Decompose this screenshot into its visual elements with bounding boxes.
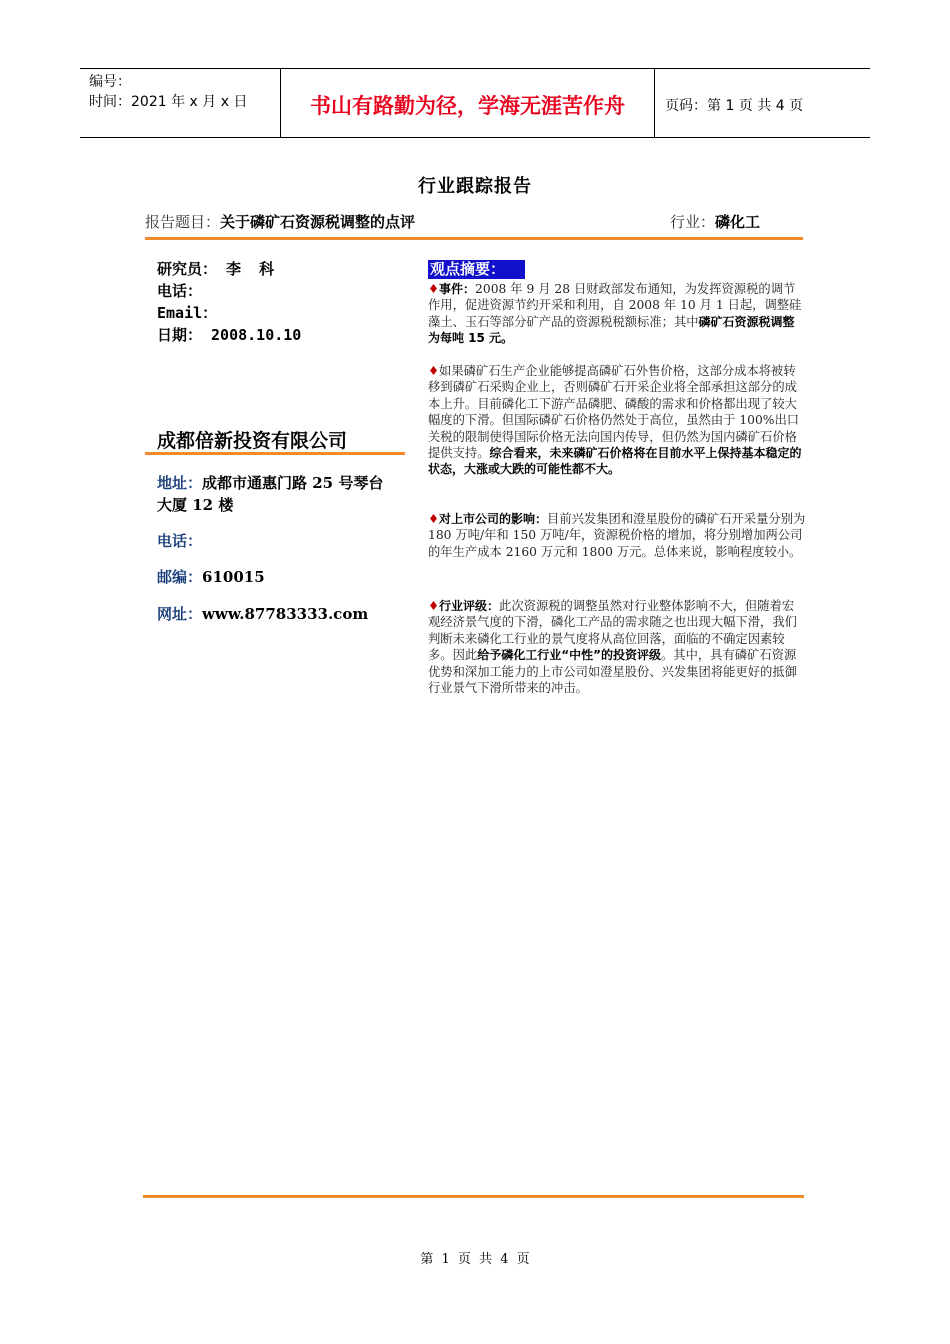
- bullet-icon: ♦: [428, 512, 440, 526]
- company-phone: [157, 530, 202, 551]
- topic-row: [145, 211, 803, 237]
- impact-text: 目前兴发集团和澄星股份的磷矿石开采量分别为 180 万吨/年和 150 万吨/年，资源税价格的增加，将分别增加两公司的年生产成本 2160 万元和 1800 万元。总体来说，影响程度较小。: [428, 512, 806, 559]
- researcher-block: [157, 258, 301, 346]
- header-table: [80, 68, 870, 138]
- researcher-name: 研究员： 李 科: [157, 260, 275, 278]
- industry: [670, 211, 760, 232]
- industry-value: 磷化工: [715, 213, 761, 231]
- code-label: 编号：: [89, 74, 131, 90]
- industry-label: 行业：: [670, 213, 716, 231]
- website-value[interactable]: www.87783333.com: [202, 605, 369, 623]
- report-date: 日期： 2008.10.10: [157, 326, 302, 344]
- summary-price-analysis: [428, 363, 806, 478]
- address-value: 成都市通惠门路 25 号琴台大厦 12 楼: [157, 474, 384, 514]
- topic-divider: [145, 237, 803, 240]
- summary-company-impact: [428, 511, 806, 560]
- summary-rating: [428, 598, 806, 696]
- company-address: [157, 472, 397, 516]
- bullet-icon: ♦: [428, 599, 440, 613]
- page-info: 页码：第 1 页 共 4 页: [665, 98, 804, 114]
- impact-label: 对上市公司的影响：: [439, 512, 548, 526]
- header-meta-cell: [80, 69, 281, 137]
- rating-tail: 。其中，具有磷矿石资源优势和深加工能力的上市公司如澄星股份、兴发集团将能更好的抵御行业景气下滑所带来的冲击。: [428, 648, 797, 696]
- report-title: 行业跟踪报告: [418, 176, 532, 197]
- researcher-phone: 电话：: [157, 282, 203, 300]
- rating-highlight: 给予磷化工行业“中性”的投资评级: [477, 648, 661, 663]
- company-name: 成都倍新投资有限公司: [157, 430, 348, 452]
- postcode-value: 610015: [202, 568, 265, 586]
- topic: [145, 211, 415, 232]
- motto: 书山有路勤为径，学海无涯苦作舟: [281, 69, 655, 137]
- rating-text: 此次资源税的调整虽然对行业整体影响不大，但随着宏观经济景气度的下滑，磷化工产品的需求随之也出现大幅下滑，我们判断未来磷化工行业的景气度将从高位回落，面临的不确定因素较多。因此: [428, 599, 797, 663]
- postcode-label: 邮编：: [157, 568, 203, 586]
- company-divider: [145, 452, 405, 455]
- price-text: 如果磷矿石生产企业能够提高磷矿石外售价格，这部分成本将被转移到磷矿石采购企业上，否则磷矿石开采企业将全部承担这部分的成本上升。目前磷化工下游产品磷肥、磷酸的需求和价格都出现了较大幅度的下滑。但国际磷矿石价格仍然处于高位，虽然由于 100%出口关税的限制使得国际价格无法向国内传导，但仍然为国内磷矿石价格提供支持。: [428, 364, 800, 461]
- company-phone-label: 电话：: [157, 532, 203, 550]
- bullet-icon: ♦: [428, 282, 440, 296]
- company-postcode: [157, 566, 265, 587]
- company-website: [157, 603, 368, 624]
- summary-heading: 观点摘要：: [428, 260, 525, 279]
- time-label: 时间：2021 年 x 月 x 日: [89, 94, 248, 110]
- rating-label: 行业评级：: [439, 599, 500, 613]
- footer-divider: [143, 1195, 804, 1198]
- topic-label: 报告题目：: [145, 213, 221, 231]
- event-label: 事件：: [439, 282, 476, 296]
- bullet-icon: ♦: [428, 364, 440, 378]
- event-highlight: 磷矿石资源税调整为每吨 15 元。: [428, 314, 795, 346]
- price-conclusion: 综合看来，未来磷矿石价格将在目前水平上保持基本稳定的状态，大涨或大跌的可能性都不大。: [428, 446, 802, 477]
- researcher-email: Email：: [157, 304, 218, 322]
- footer-page-number: 第 1 页 共 4 页: [420, 1252, 530, 1267]
- address-label: 地址：: [157, 474, 203, 492]
- event-text: 2008 年 9 月 28 日财政部发布通知，为发挥资源税的调节作用，促进资源节约开采和利用，自 2008 年 10 月 1 日起，调整硅藻土、玉石等部分矿产品的资源税税额标准；其中: [428, 282, 802, 329]
- summary-event: [428, 281, 806, 347]
- website-label: 网址：: [157, 605, 203, 623]
- topic-value: 关于磷矿石资源税调整的点评: [220, 213, 416, 231]
